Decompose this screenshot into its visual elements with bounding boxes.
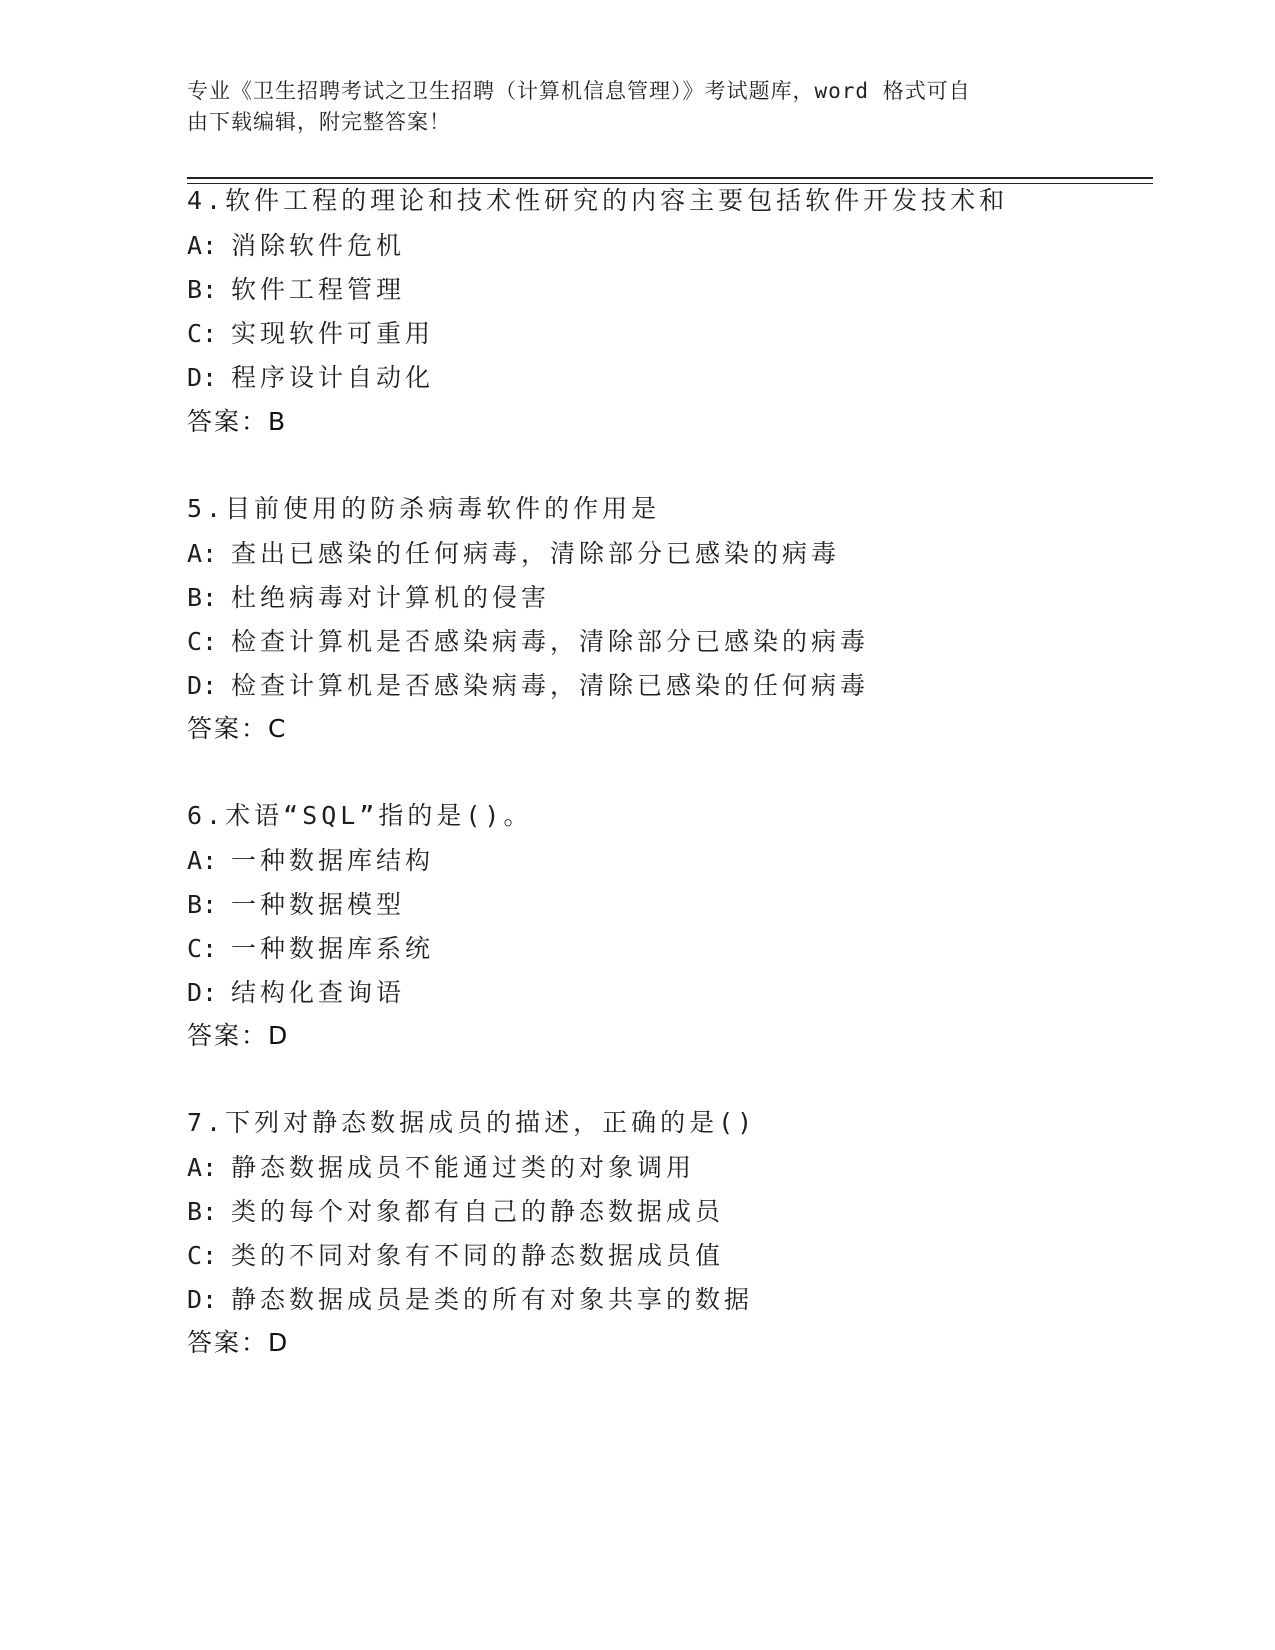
- option-text: 静态数据成员是类的所有对象共享的数据: [231, 1285, 754, 1314]
- option-key: B:: [187, 1197, 218, 1226]
- document-header: [187, 76, 1067, 138]
- option-a: [187, 231, 405, 261]
- option-b: [187, 275, 405, 305]
- header-line-2: 由下载编辑，附完整答案！: [187, 110, 451, 134]
- option-text: 消除软件危机: [231, 231, 406, 260]
- option-text: 检查计算机是否感染病毒，清除部分已感染的病毒: [231, 627, 870, 656]
- option-c: [187, 1241, 724, 1271]
- header-line-1: 专业《卫生招聘考试之卫生招聘（计算机信息管理）》考试题库，word 格式可自: [187, 79, 971, 103]
- question-stem: 5.目前使用的防杀病毒软件的作用是: [187, 494, 661, 523]
- option-text: 程序设计自动化: [231, 363, 435, 392]
- option-key: B:: [187, 275, 218, 304]
- option-text: 类的不同对象有不同的静态数据成员值: [231, 1241, 725, 1270]
- option-a: [187, 539, 840, 569]
- option-key: D:: [187, 671, 218, 700]
- option-text: 查出已感染的任何病毒，清除部分已感染的病毒: [231, 539, 841, 568]
- option-a: [187, 1153, 695, 1183]
- option-key: A:: [187, 231, 218, 260]
- option-key: C:: [187, 1241, 218, 1270]
- option-text: 一种数据库结构: [231, 846, 435, 875]
- option-key: C:: [187, 319, 218, 348]
- option-d: [187, 1285, 753, 1315]
- option-text: 软件工程管理: [231, 275, 406, 304]
- option-text: 结构化查询语: [231, 978, 406, 1007]
- header-divider-thick: [187, 177, 1153, 179]
- option-d: [187, 363, 434, 393]
- answer-line: 答案：D: [187, 1021, 290, 1050]
- option-b: [187, 890, 405, 920]
- answer-line: 答案：C: [187, 714, 288, 743]
- option-key: D:: [187, 978, 218, 1007]
- answer-line: 答案：D: [187, 1328, 290, 1357]
- option-key: B:: [187, 890, 218, 919]
- option-a: [187, 846, 434, 876]
- option-text: 一种数据库系统: [231, 934, 435, 963]
- option-key: A:: [187, 1153, 218, 1182]
- option-text: 类的每个对象都有自己的静态数据成员: [231, 1197, 725, 1226]
- option-b: [187, 583, 550, 613]
- option-d: [187, 978, 405, 1008]
- option-b: [187, 1197, 724, 1227]
- header-divider-thin: [187, 183, 1153, 184]
- option-text: 静态数据成员不能通过类的对象调用: [231, 1153, 696, 1182]
- answer-line: 答案：B: [187, 407, 288, 436]
- option-key: B:: [187, 583, 218, 612]
- question-stem: 6.术语“SQL”指的是()。: [187, 801, 533, 830]
- option-key: A:: [187, 539, 218, 568]
- question-stem: 7.下列对静态数据成员的描述，正确的是(): [187, 1108, 757, 1137]
- option-c: [187, 934, 434, 964]
- option-text: 杜绝病毒对计算机的侵害: [231, 583, 551, 612]
- option-key: A:: [187, 846, 218, 875]
- option-text: 一种数据模型: [231, 890, 406, 919]
- question-stem: 4.软件工程的理论和技术性研究的内容主要包括软件开发技术和: [187, 186, 1009, 215]
- option-text: 检查计算机是否感染病毒，清除已感染的任何病毒: [231, 671, 870, 700]
- option-c: [187, 627, 869, 657]
- option-d: [187, 671, 869, 701]
- option-text: 实现软件可重用: [231, 319, 435, 348]
- option-key: C:: [187, 627, 218, 656]
- option-key: C:: [187, 934, 218, 963]
- option-c: [187, 319, 434, 349]
- option-key: D:: [187, 1285, 218, 1314]
- option-key: D:: [187, 363, 218, 392]
